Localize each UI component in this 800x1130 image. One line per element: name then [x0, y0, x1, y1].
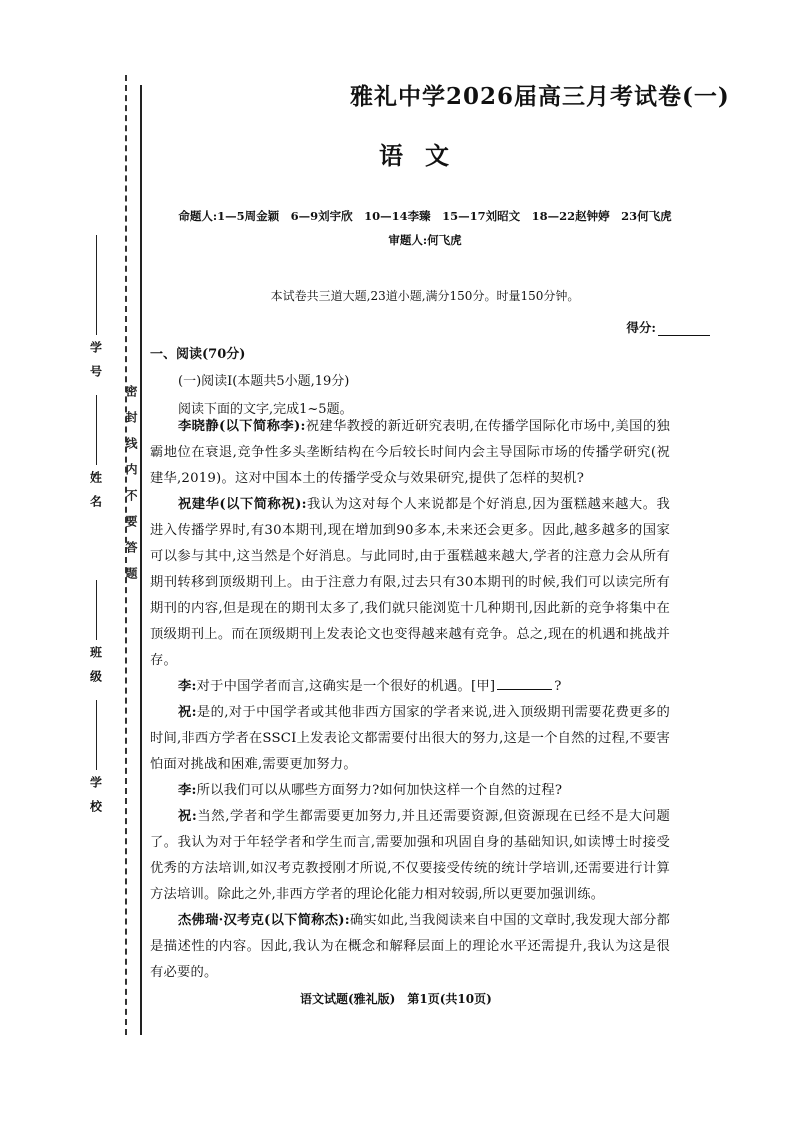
answer-blank-jia[interactable] [497, 677, 552, 690]
exam-instructions: 本试卷共三道大题,23道小题,满分150分。时量150分钟。 [270, 289, 580, 303]
dialogue-paragraph [150, 674, 670, 700]
paragraph-text: 确实如此,当我阅读来自中国的文章时,我发现大部分都是描述性的内容。因此,我认为在概念和解释层面上的理论水平还需提升,我认为这是很有必要的。 [150, 913, 670, 980]
paragraph-text: 是的,对于中国学者或其他非西方国家的学者来说,进入顶级期刊需要花费更多的时间,非西方学者在SSCI上发表论文都需要付出很大的努力,这是一个自然的过程,不要害怕面对挑战和困难,需要更加努力。 [150, 705, 670, 772]
score-blank[interactable] [658, 323, 710, 336]
section-heading: 一、阅读(70分) [150, 347, 246, 362]
blank-suffix: ? [554, 679, 562, 694]
seal-solid-line [140, 85, 142, 1035]
class-line[interactable] [96, 580, 97, 640]
reading-instruction: 阅读下面的文字,完成1~5题。 [178, 402, 353, 417]
student-number-label: 学号 [88, 341, 103, 389]
class-field[interactable] [86, 580, 106, 694]
school-line[interactable] [96, 700, 97, 770]
exam-title: 雅礼中学2026届高三月考试卷(一) [350, 83, 730, 110]
speaker-label: 祝: [178, 705, 197, 720]
speaker-label: 祝: [178, 809, 198, 824]
name-field[interactable] [86, 395, 106, 519]
speaker-label: 祝建华(以下简称祝): [178, 497, 307, 512]
score-box [626, 318, 710, 336]
student-number-line[interactable] [96, 235, 97, 335]
dialogue-paragraph [150, 778, 670, 804]
speaker-label: 李晓静(以下简称李): [178, 419, 306, 434]
school-field[interactable] [86, 700, 106, 824]
paragraph-text: 所以我们可以从哪些方面努力?如何加快这样一个自然的过程? [196, 783, 563, 798]
speaker-label: 李: [178, 783, 197, 798]
dialogue-paragraph [150, 492, 670, 674]
name-label: 姓名 [88, 471, 103, 519]
paragraph-text: 我认为这对每个人来说都是个好消息,因为蛋糕越来越大。我进入传播学界时,有30本期刊,现在增加到90多本,未来还会更多。因此,越多越多的国家可以参与其中,这当然是个好消息。与此同时,由于蛋糕越来越大,学者的注意力会从所有期刊转移到顶级期刊上。由于注意力有限,过去只有30本期刊的时候,我们可以读完所有期刊的内容,但是现在的期刊太多了,我们就只能浏览十几种期刊,因此新的竞争将集中在顶级期刊上。而在顶级期刊上发表论文也变得越来越有竞争。总之,现在的机遇和挑战并存。 [150, 497, 670, 668]
paragraph-text: 当然,学者和学生都需要更加努力,并且还需要资源,但资源现在已经不是大问题了。我认为对于年轻学者和学生而言,需要加强和巩固自身的基础知识,如读博士时接受优秀的方法培训,如汉考克教授刚才所说,不仅要接受传统的统计学培训,还需要进行计算方法培训。除此之外,非西方学者的理论化能力相对较弱,所以更要加强训练。 [150, 809, 670, 902]
dialogue-paragraph [150, 414, 670, 492]
authors-line: 命题人:1—5周金颖 6—9刘宇欣 10—14李臻 15—17刘昭文 18—22赵钟婷 23何飞虎 [178, 209, 672, 223]
school-label: 学校 [88, 776, 103, 824]
speaker-label: 李: [178, 679, 197, 694]
subject-title: 语文 [379, 141, 471, 170]
page-footer: 语文试题(雅礼版) 第1页(共10页) [300, 992, 492, 1006]
name-line[interactable] [96, 395, 97, 465]
dialogue-paragraph [150, 700, 670, 778]
score-label: 得分: [626, 320, 656, 335]
reviewer-line: 审题人:何飞虎 [388, 233, 462, 247]
subsection-heading: (一)阅读Ⅰ(本题共5小题,19分) [178, 374, 350, 389]
dialogue-paragraph [150, 908, 670, 986]
paragraph-text: 祝建华教授的新近研究表明,在传播学国际化市场中,美国的独霸地位在衰退,竞争性多头垄断结构在今后较长时间内会主导国际市场的传播学研究(祝建华,2019)。这对中国本土的传播学受众与效果研究,提供了怎样的契机? [150, 419, 670, 486]
dialogue-passage [150, 414, 670, 986]
binding-margin [0, 0, 145, 1130]
student-number-field[interactable] [86, 235, 106, 389]
class-label: 班级 [88, 646, 103, 694]
dialogue-paragraph [150, 804, 670, 908]
speaker-label: 杰佛瑞·汉考克(以下简称杰): [178, 913, 350, 928]
seal-warning-text: 密封线内不要答题 [124, 385, 138, 593]
paragraph-text: 对于中国学者而言,这确实是一个很好的机遇。[甲] [196, 679, 496, 694]
